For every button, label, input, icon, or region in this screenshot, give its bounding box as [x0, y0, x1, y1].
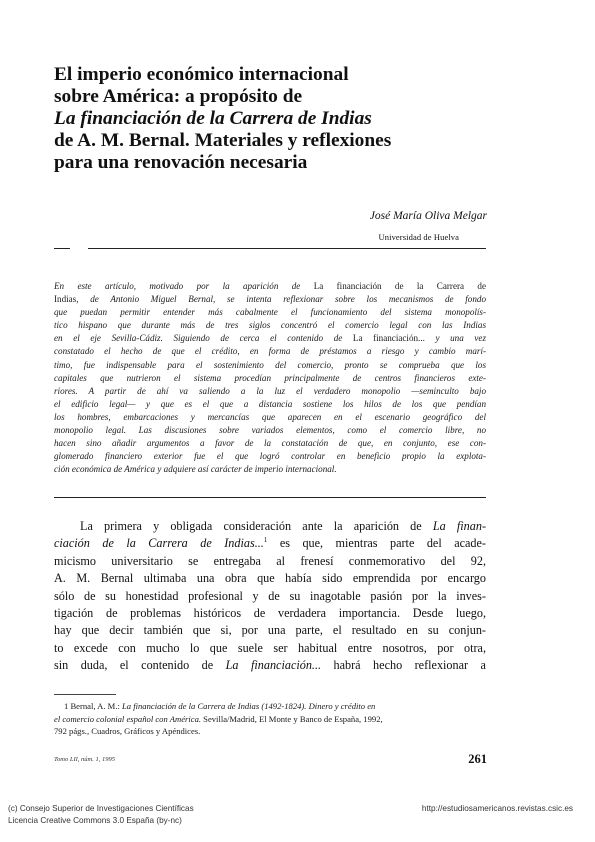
author-name: José María Oliva Melgar — [369, 210, 487, 222]
author-affiliation: Universidad de Huelva — [378, 232, 459, 242]
abstract-line: riores. A partir de ahí va saliendo a la luz el verdadero monopolio —seminculto bajo — [54, 385, 486, 396]
title-line: El imperio económico internacional — [54, 64, 349, 85]
footnote-marker: 1 — [263, 536, 268, 545]
footnote — [54, 700, 486, 738]
title-line: sobre América: a propósito de — [54, 86, 303, 107]
title-line: de A. M. Bernal. Materiales y reflexiones — [54, 130, 392, 151]
header-rule — [88, 248, 486, 249]
license-line: Licencia Creative Commons 3.0 España (by-nc) — [8, 816, 182, 825]
abstract-line: tico hispano que durante más de tres siglos concentró el comercio legal con las Indias — [54, 320, 486, 331]
body-line: La primera y obligada consideración ante la aparición de La finan- — [80, 519, 486, 533]
journal-url[interactable]: http://estudiosamericanos.revistas.csic.es — [421, 804, 573, 813]
abstract-rule — [54, 497, 486, 498]
body-line: sin duda, el contenido de La financiación... habrá hecho reflexionar a — [54, 658, 486, 673]
abstract-line: timo, fue indispensable para el sostenimiento del comercio, pronto se comprueba que los — [54, 359, 486, 370]
footnote-line: 792 págs., Cuadros, Gráficos y Apéndices. — [54, 726, 201, 737]
abstract-line: ción económica de América y adquiere así carácter de imperio internacional. — [54, 464, 337, 475]
abstract-line: que puedan permitir entender más cabalmente el funcionamiento del sistema monopolís- — [54, 307, 486, 318]
body-line: micismo universitario se entregaba al frenesí conmemorativo del 92, — [54, 553, 486, 568]
abstract-line: en el eje Sevilla-Cádiz. Siguiendo de cerca el contenido de La financiación... y una vez — [54, 333, 486, 344]
journal-reference: Tomo LII, núm. 1, 1995 — [54, 756, 115, 763]
abstract-line: En este artículo, motivado por la aparición de La financiación de la Carrera de — [54, 281, 486, 291]
body-line: tigación de problemas históricos de verdadera importancia. Desde luego, — [54, 606, 486, 621]
page-number: 261 — [468, 752, 487, 766]
title-book-name: La financiación de la Carrera de Indias — [54, 108, 372, 129]
footnote-line: el comercio colonial español con América. Sevilla/Madrid, El Monte y Banco de España, 1992, — [54, 713, 383, 724]
abstract-line: Indias, de Antonio Miguel Bernal, se intenta reflexionar sobre los mecanismos de fondo — [54, 294, 486, 305]
abstract-line: los hombres, embarcaciones y mercancías que aparecen en el escenario geográfico del — [54, 411, 486, 422]
abstract — [54, 280, 486, 476]
title-line: para una renovación necesaria — [54, 152, 308, 173]
abstract-line: hacen sino añadir argumentos a favor de la constatación de que, en conjunto, ese con- — [54, 438, 486, 449]
footnote-rule — [54, 694, 116, 695]
abstract-line: constatado el hecho de que el crédito, en forma de préstamos a riesgo y cambio marí- — [54, 346, 486, 357]
body-line: hay que decir también que si, por una parte, el resultado en su conjun- — [54, 623, 486, 638]
abstract-line: monopolio legal. Las discusiones sobre variados elementos, como el comercio libre, no — [54, 425, 486, 436]
copyright-footer — [8, 803, 194, 827]
copyright-line: (c) Consejo Superior de Investigaciones Científicas — [8, 804, 194, 813]
body-line: to excede con mucho lo que suele ser habitual entre nosotros, por otra, — [54, 640, 486, 655]
body-paragraph — [54, 518, 486, 675]
article-title — [54, 64, 494, 174]
abstract-line: el edificio legal— y que es el que a distancia sostiene los hilos de los que pendían — [54, 398, 486, 409]
body-line: sólo de su honestidad profesional y de su inagotable pasión por la inves- — [54, 588, 486, 603]
body-line: A. M. Bernal ultimaba una obra que había sido emprendida por encargo — [54, 571, 486, 586]
header-rule-short — [54, 248, 70, 249]
footnote-line: 1 Bernal, A. M.: La financiación de la Carrera de Indias (1492-1824). Dinero y crédito en — [64, 701, 376, 711]
abstract-line: capitales que nutrieron el sistema procedían principalmente de centros financieros exte- — [54, 372, 486, 383]
body-line: ciación de la Carrera de Indias...$^1$ es que, mientras parte del acade- — [54, 536, 486, 551]
abstract-line: glomerado financiero exterior fue el que logró controlar en beneficio propio la explota- — [54, 451, 486, 462]
